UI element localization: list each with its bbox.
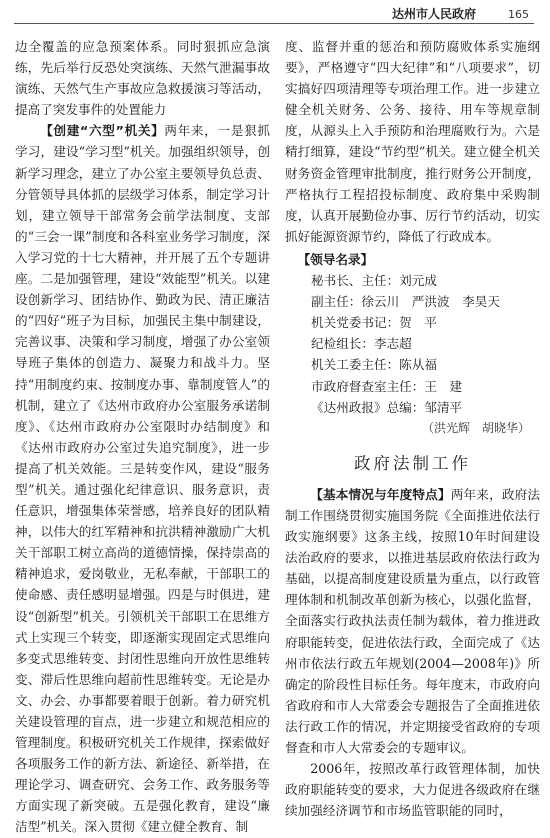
leader-entry: 副主任：徐云川 严洪波 李昊天: [311, 294, 500, 310]
leader-entry: 市政府督查室主任：王 建: [311, 378, 463, 394]
leader-entry: 机关党委书记：贺 平: [311, 315, 437, 331]
paragraph: 边全覆盖的应急预案体系。同时狠抓应急演练，先后举行反恐处突演练、天然气泄漏事故演练、天然气生产事故应急救援演习等活动，提高了突发事件的处置能力: [15, 39, 270, 118]
paragraph: 2006年，按照改革行政管理体制，加快政府职能转变的要求，大力促进各级政府在继续加强经济调节和市场监管职能的同时，: [285, 761, 540, 819]
leaders-heading: 【领导名录】: [297, 251, 374, 267]
page-header: [0, 0, 550, 32]
header-rule: [14, 23, 534, 24]
section-title: 政府法制工作: [354, 453, 471, 473]
paragraph: 度、监督并重的惩治和预防腐败体系实施纲要》，严格遵守“四大纪律”和“八项要求”，切实搞好四项清理等专项治理工作。进一步建立健全机关财务、公务、接待、用车等规章制度，从源头上入手预防和治理腐败行为。六是精打细算，建设“节约型”机关。建立健全机关财务资金管理审批制度，推行财务公开制度，严格执行工程招投标制度、政府集中采购制度，认真开展勤俭办事、厉行节约活动，切实抓好能源资源节约，降低了行政成本。: [285, 39, 540, 244]
right-column: [285, 36, 540, 821]
leader-entry: 纪检组长：李志超: [311, 336, 412, 352]
paragraph-heading: 【基本情况与年度特点】: [310, 486, 451, 502]
author-credit: （洪光辉 胡晓华）: [421, 420, 530, 435]
page-number: 165: [508, 8, 529, 21]
paragraph: 【基本情况与年度特点】两年来，政府法制工作围绕贯彻实施国务院《全面推进依法行政实施纲要》这条主线，按照10年时间建设法治政府的要求，以推进基层政府依法行政为基础，以提高制度建设质量为重点，以行政管理体制和机制改革创新为核心，以强化监督，全面落实行政执法责任制为载体，着力推进政府职能转变，促进依法行政，全面完成了《达州市依法行政五年规划(2004—2008年)》所确定的阶段性目标任务。每年度末，市政府向省政府和市人大常委会专题报告了全面推进依法行政工作的情况，并定期接受省政府的专项督查和市人大常委会的专题审议。: [285, 486, 541, 755]
leader-entry: 机关工委主任：陈从福: [311, 357, 437, 373]
leader-entry: 《达州政报》总编：邹清平: [311, 399, 463, 415]
leader-entry: 秘书长、主任：刘元成: [311, 273, 437, 289]
leaders-list: [285, 249, 540, 439]
running-header-title: 达州市人民政府: [392, 7, 477, 21]
paragraph: 【创建“六型”机关】两年来，一是狠抓学习，建设“学习型”机关。加强组织领导，创新学习理念，建立了办公室主要领导负总责、分管领导具体抓的层级学习体系，制定学习计划，建立领导干部常务会前学法制度、支部的“三会一课”制度和各科室业务学习制度，深入学习党的十七大精神，并开展了五个专题讲座。二是加强管理，建设“效能型”机关。以建设创新学习、团结协作、勤政为民、清正廉洁的“四好”班子为目标，加强民主集中制建设，完善议事、决策和学习制度，增强了办公室领导班子集体的创造力、凝聚力和战斗力。坚持“用制度约束、按制度办事、靠制度管人”的机制，建立了《达州市政府办公室服务承诺制度》、《达州市政府办公室限时办结制度》和《达州市政府办公室过失追究制度》，进一步提高了机关效能。三是转变作风，建设“服务型”机关。通过强化纪律意识、服务意识，责任意识，增强集体荣誉感，培养良好的团队精神，以伟大的红军精神和抗洪精神激励广大机关干部职工树立高尚的道德情操，保持崇高的精神追求，爱岗敬业，无私奉献，干部职工的使命感、责任感明显增强。四是与时俱进，建设“创新型”机关。引领机关干部职工在思维方式上实现三个转变，即逐渐实现固定式思维向多变式思维转变、封闭性思维向开放性思维转变、滞后性思维向超前性思维转变。无论是办文、办会、办事都要着眼于创新。着力研究机关建设管理的盲点，进一步建立和规范相应的管理制度。积极研究机关工作规律，探索做好各项服务工作的新方法、新途径、新举措，在理论学习、调查研究、会务工作、政务服务等方面实现了新突破。五是强化教育，建设“廉洁型”机关。深入贯彻《建立健全教育、制: [15, 123, 270, 835]
left-column: [15, 36, 270, 838]
paragraph-heading: 【创建“六型”机关】: [40, 123, 165, 139]
